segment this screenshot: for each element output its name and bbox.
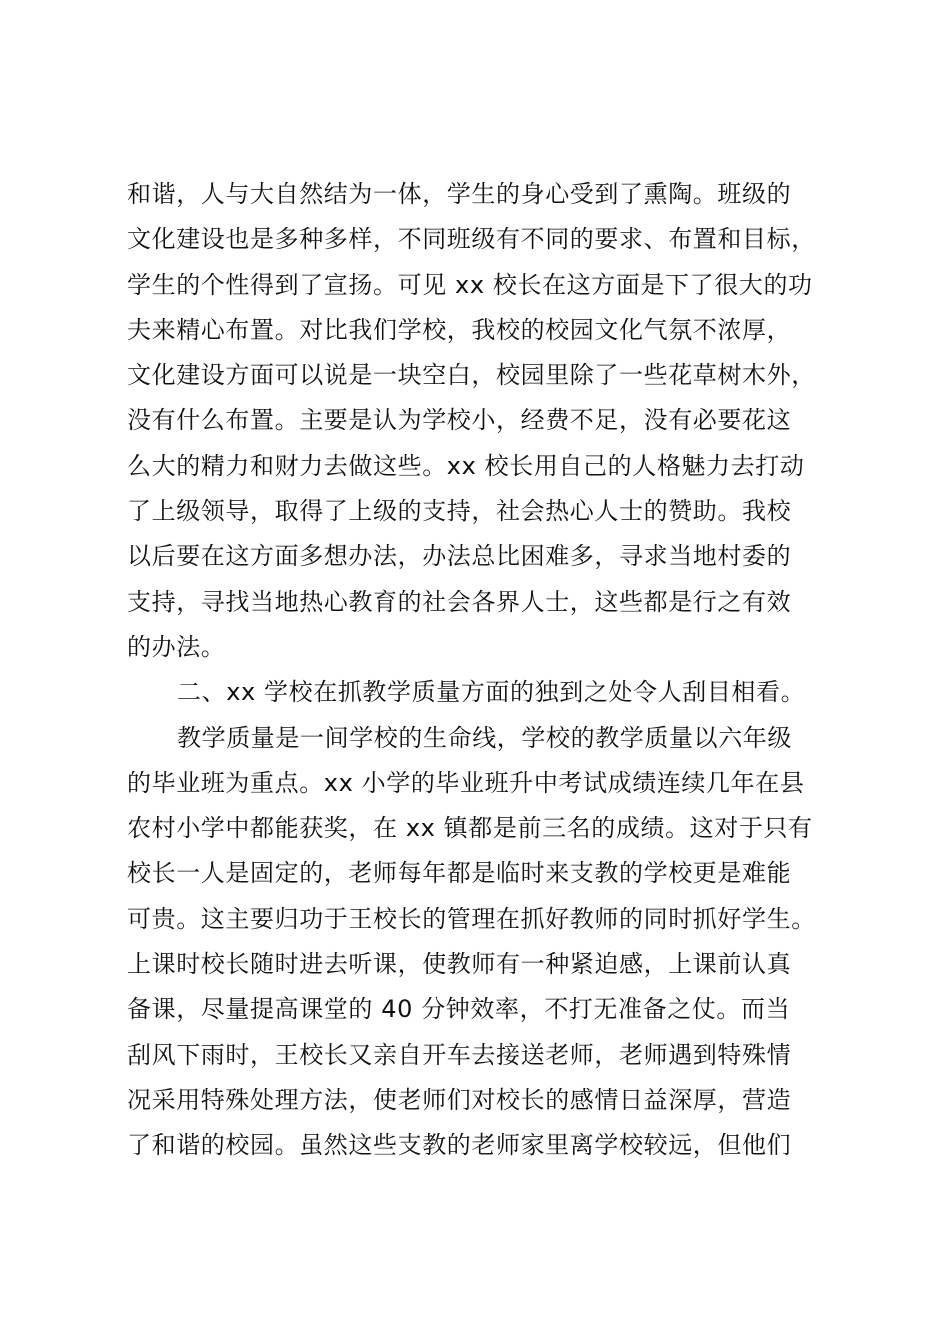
text-line: 的毕业班为重点。xx 小学的毕业班升中考试成绩连续几年在县: [127, 768, 805, 797]
body-text: [127, 172, 857, 1169]
text-line: 文化建设也是多种多样，不同班级有不同的要求、布置和目标，: [127, 225, 816, 254]
text-line: 了和谐的校园。虽然这些支教的老师家里离学校较远，但他们: [127, 1131, 792, 1160]
text-line: 上课时校长随时进去听课，使教师有一种紧迫感，上课前认真: [127, 950, 792, 979]
text-line: 没有什么布置。主要是认为学校小，经费不足，没有必要花这: [127, 406, 792, 435]
text-line: 教学质量是一间学校的生命线，学校的教学质量以六年级: [177, 723, 792, 752]
text-line: 农村小学中都能获奖，在 xx 镇都是前三名的成绩。这对于只有: [127, 814, 813, 843]
section-heading: 二、xx 学校在抓教学质量方面的独到之处令人刮目相看。: [177, 678, 806, 707]
text-line: 么大的精力和财力去做这些。xx 校长用自己的人格魅力去打动: [127, 451, 805, 480]
text-line: 学生的个性得到了宣扬。可见 xx 校长在这方面是下了很大的功: [127, 270, 813, 299]
text-line: 校长一人是固定的，老师每年都是临时来支教的学校更是难能: [127, 859, 792, 888]
text-line: 的办法。: [127, 632, 226, 661]
text-line: 况采用特殊处理方法，使老师们对校长的感情日益深厚，营造: [127, 1085, 792, 1114]
text-line: 夫来精心布置。对比我们学校，我校的校园文化气氛不浓厚，: [127, 315, 792, 344]
text-line: 刮风下雨时，王校长又亲自开车去接送老师，老师遇到特殊情: [127, 1040, 792, 1069]
text-line: 了上级领导，取得了上级的支持，社会热心人士的赞助。我校: [127, 497, 792, 526]
text-line: 文化建设方面可以说是一块空白，校园里除了一些花草树木外，: [127, 361, 816, 390]
text-line: 备课，尽量提高课堂的 40 分钟效率，不打无准备之仗。而当: [127, 995, 791, 1024]
text-line: 和谐，人与大自然结为一体，学生的身心受到了熏陶。班级的: [127, 180, 792, 208]
text-line: 以后要在这方面多想办法，办法总比困难多，寻求当地村委的: [127, 542, 792, 571]
text-line: 可贵。这主要归功于王校长的管理在抓好教师的同时抓好学生。: [127, 904, 816, 933]
text-line: 支持，寻找当地热心教育的社会各界人士，这些都是行之有效: [127, 587, 792, 616]
